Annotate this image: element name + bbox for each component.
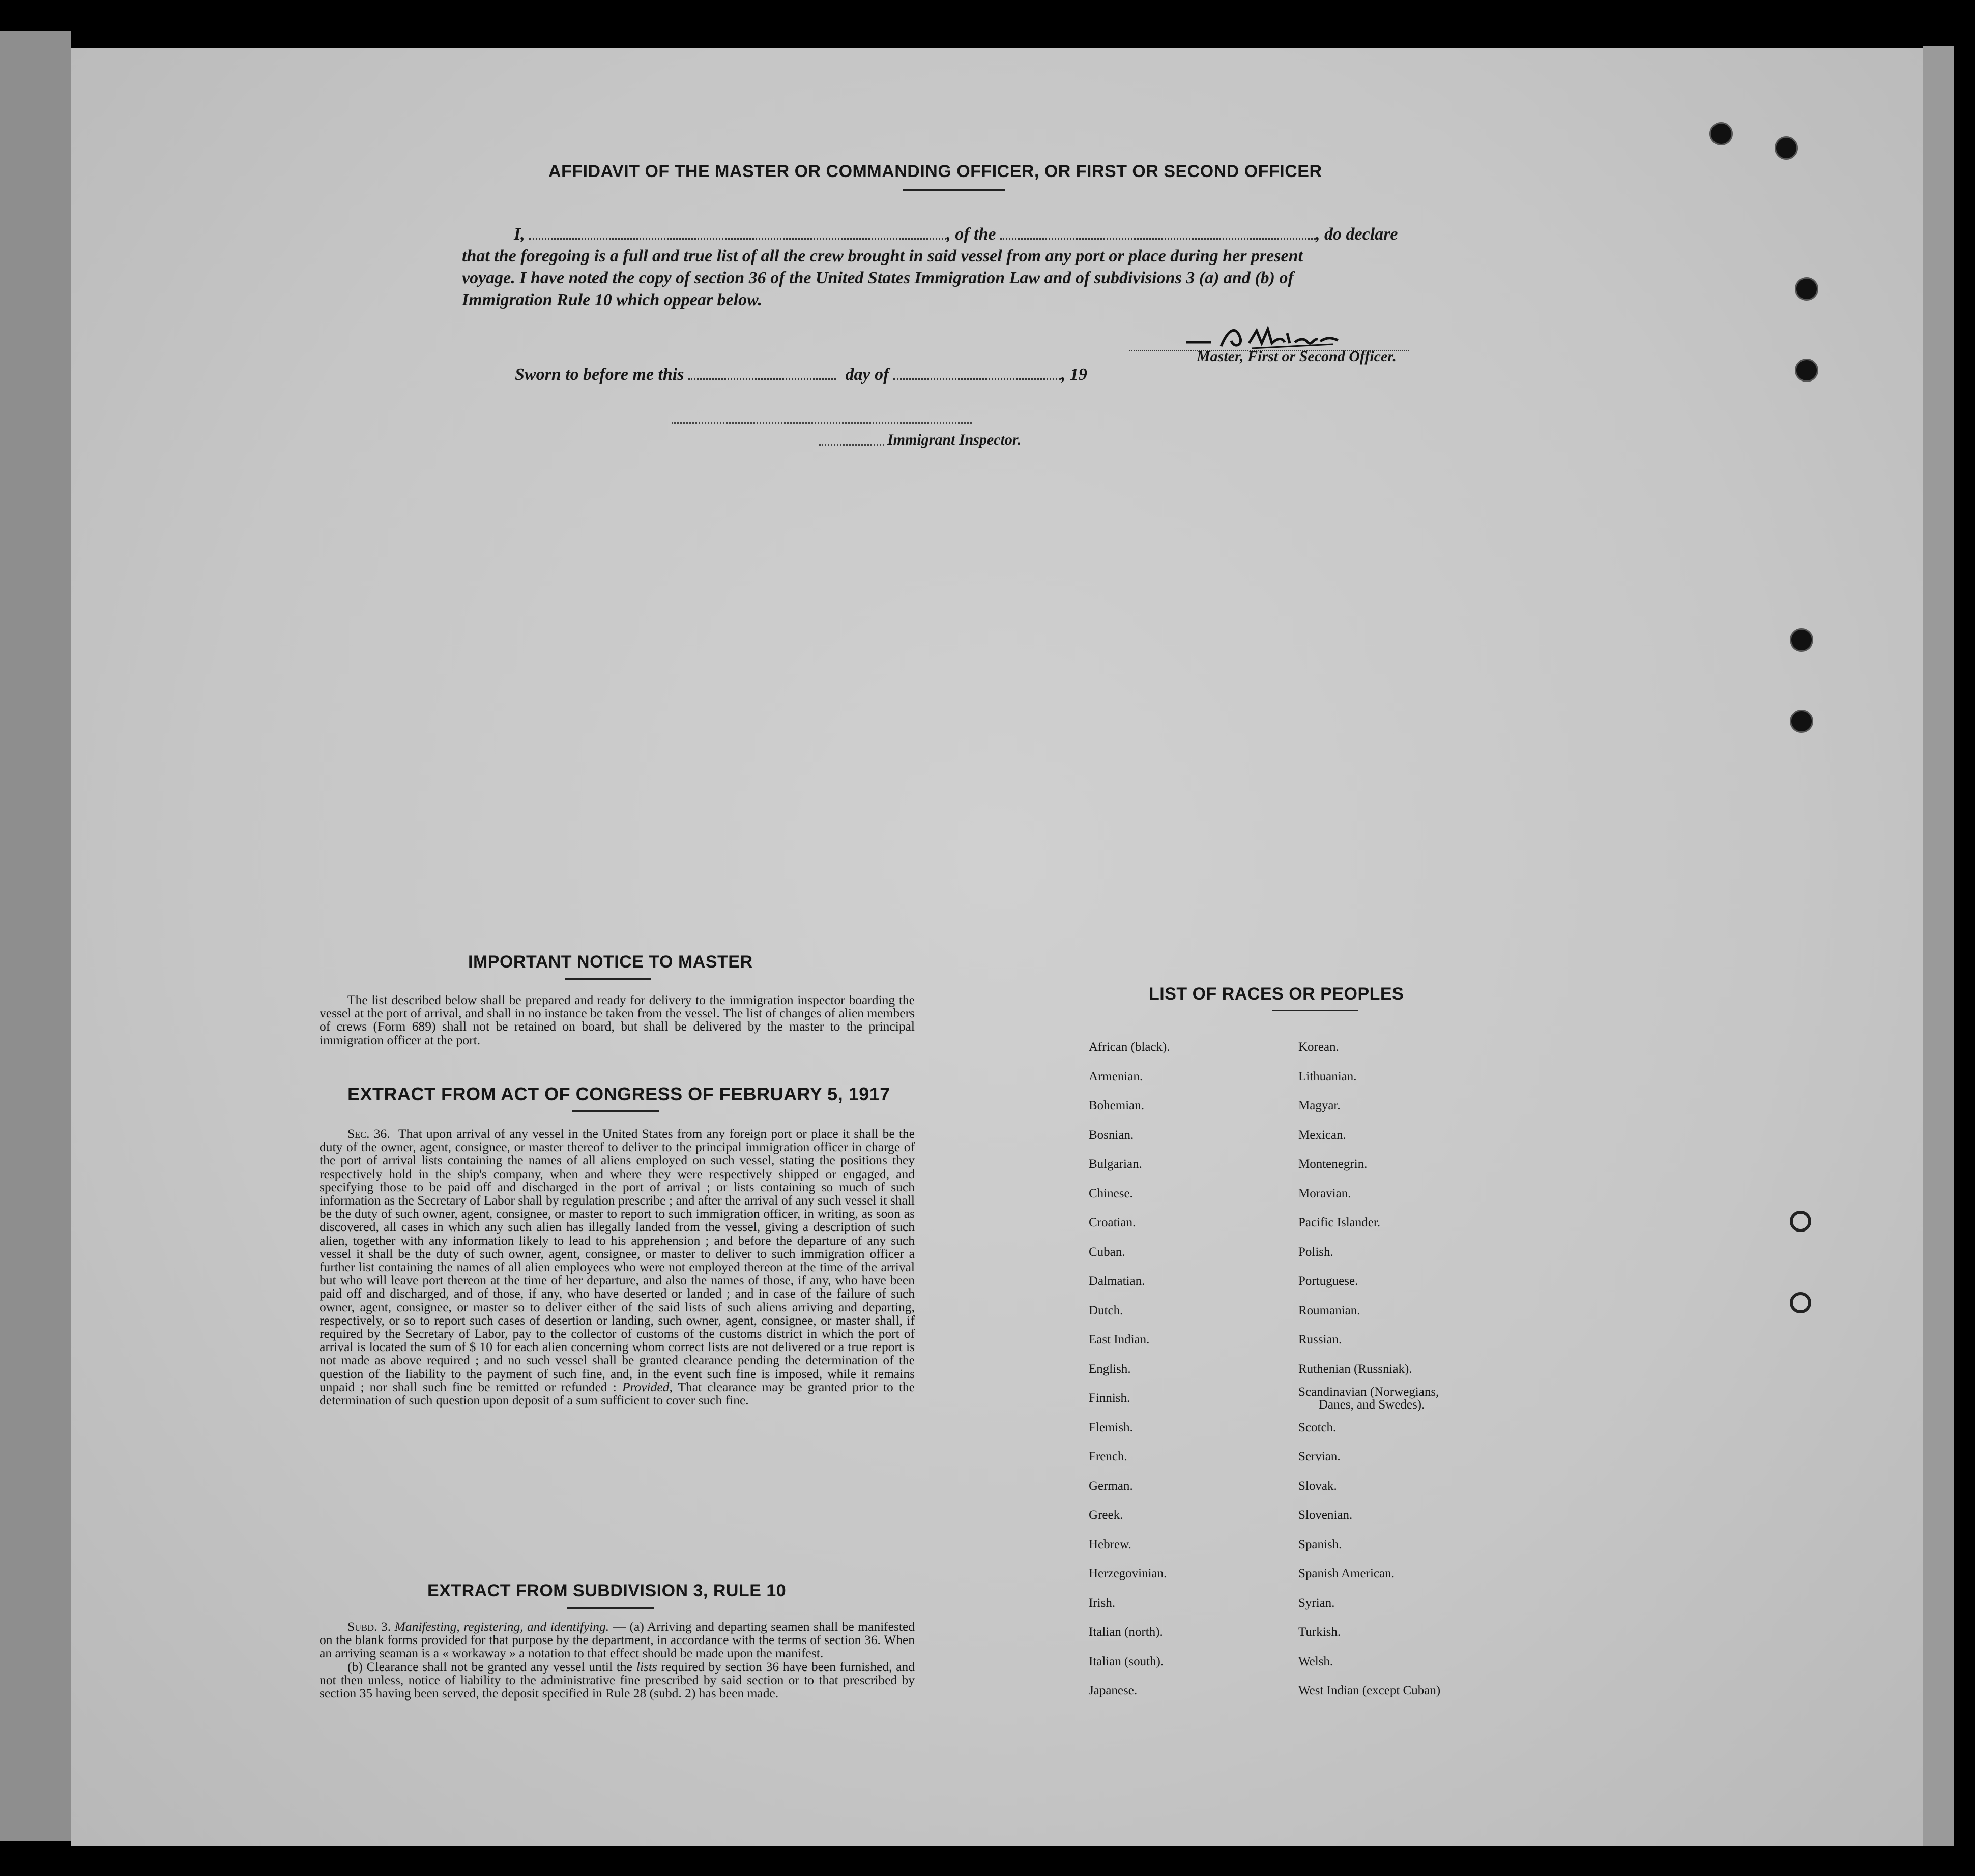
races-heading-rule	[1272, 1010, 1358, 1011]
race-item: Herzegovinian.	[1089, 1567, 1167, 1580]
race-item: Greek.	[1089, 1508, 1123, 1522]
rule-heading: EXTRACT FROM SUBDIVISION 3, RULE 10	[427, 1581, 787, 1600]
act-text	[320, 1127, 915, 1407]
race-item: Cuban.	[1089, 1245, 1125, 1259]
subd-b-lists: lists	[636, 1659, 657, 1674]
punch-hole-7	[1790, 1211, 1811, 1232]
sworn-day-of: day of	[845, 365, 889, 384]
race-item: Spanish American.	[1298, 1567, 1395, 1580]
rule-paragraph-a	[320, 1620, 915, 1660]
act-text-b: That clearance may be granted prior to the determination of such question upon deposit of a sum sufficient to cover such fine.	[320, 1379, 915, 1408]
race-item-scandinavian-line2: Danes, and Swedes).	[1319, 1398, 1425, 1412]
race-item: English.	[1089, 1362, 1131, 1376]
sworn-day-field[interactable]	[688, 378, 836, 380]
act-text-a: That upon arrival of any vessel in the United States from any foreign port or place it shall be the duty of the owner, agent, consignee, or master thereof to deliver to the principal immigration officer in charge of the port of arrival lists containing the names of all aliens employed on such vessel, stating the positions they respectively hold in the ship's company, when and where they were respectively shipped or engaged, and specifying those to be paid off and discharged in the port of arrival ; or lists containing so much of such information as the Secretary of Labor shall by regulation prescribe ; and after the arrival of any such vessel it shall be the duty of such owner, agent, consignee, or master to report to such immigration officer, in writing, as soon as discovered, all cases in which any such alien has illegally landed from the vessel, giving a description of such alien, together with any information likely to lead to his apprehension ; and before the departure of any such vessel it shall be the duty of such owner, agent, consignee, or master to deliver to such immigration officer a further list containing the names of all alien employees who were not employed thereon at the time of the arrival but who will leave port thereon at the time of her departure, and also the names of those, if any, who have been paid off and discharged, and of those, if any, who have deserted or landed ; and in case of the failure of such owner, agent, consignee, or master so to deliver either of the said lists of such aliens arriving and departing, respectively, or so to report such cases of desertion or landing, such owner, agent, consignee, or master shall, if required by the Secretary of Labor, pay to the collector of customs of the customs district in which the port of arrival is located the sum of $ 10 for each alien concerning whom correct lists are not delivered or a true report is not made as above required ; and no such vessel shall be granted clearance pending the determination of the question of the liability to the payment of such fine, and, in the event such fine is imposed, while it remains unpaid ; nor shall such fine be remitted or refunded :	[320, 1126, 915, 1394]
punch-hole-6	[1790, 710, 1813, 733]
affidavit-line1-of: , of the	[946, 225, 996, 244]
document-sheet	[71, 48, 1923, 1846]
race-item: Chinese.	[1089, 1186, 1133, 1200]
race-item: Syrian.	[1298, 1596, 1335, 1610]
race-item: Welsh.	[1298, 1654, 1333, 1668]
race-item: Flemish.	[1089, 1420, 1133, 1434]
race-item: Ruthenian (Russniak).	[1298, 1362, 1412, 1376]
affidavit-line1-declare: , do declare	[1316, 225, 1398, 244]
race-item: Italian (south).	[1089, 1654, 1164, 1668]
races-heading: LIST OF RACES OR PEOPLES	[1149, 984, 1404, 1004]
race-item: Montenegrin.	[1298, 1157, 1368, 1171]
race-item: Slovenian.	[1298, 1508, 1353, 1522]
race-item: Servian.	[1298, 1450, 1341, 1463]
race-item: German.	[1089, 1479, 1133, 1493]
vessel-name-field[interactable]	[1000, 238, 1316, 240]
sworn-year: , 19	[1061, 365, 1087, 384]
punch-hole-3	[1795, 277, 1818, 301]
act-heading-rule	[572, 1110, 659, 1112]
race-item: Mexican.	[1298, 1128, 1346, 1142]
race-item: Italian (north).	[1089, 1625, 1163, 1639]
rule-text	[320, 1620, 915, 1700]
race-item: Polish.	[1298, 1245, 1333, 1259]
subd-a-label: — (a)	[613, 1619, 644, 1634]
race-item: Portuguese.	[1298, 1274, 1358, 1288]
affidavit-heading-rule	[903, 189, 1005, 191]
races-left-column	[1089, 1033, 1170, 1706]
subd-b-text-1: Clearance shall not be granted any vessel until the	[366, 1659, 632, 1674]
race-item-scandinavian-line1: Scandinavian (Norwegians,	[1298, 1385, 1439, 1399]
race-item: Croatian.	[1089, 1216, 1136, 1229]
race-item: French.	[1089, 1450, 1127, 1463]
notice-text	[320, 993, 915, 1047]
race-item: Pacific Islander.	[1298, 1216, 1381, 1229]
notice-heading-rule	[565, 978, 651, 980]
race-item: Turkish.	[1298, 1625, 1341, 1639]
race-item: Bosnian.	[1089, 1128, 1134, 1142]
inspector-signature-line	[672, 422, 972, 424]
punch-hole-2	[1775, 136, 1798, 160]
affidavit-line-4: Immigration Rule 10 which oppear below.	[462, 290, 763, 309]
affidavit-line-1	[514, 225, 1398, 244]
race-item: Lithuanian.	[1298, 1069, 1357, 1083]
race-item: Magyar.	[1298, 1099, 1341, 1112]
race-item: Korean.	[1298, 1040, 1339, 1054]
race-item: Scotch.	[1298, 1420, 1337, 1434]
punch-hole-5	[1790, 628, 1813, 652]
race-item: Russian.	[1298, 1333, 1342, 1346]
notice-paragraph: The list described below shall be prepared and ready for delivery to the immigration inspector boarding the vessel at the port of arrival, and shall in no instance be taken from the vessel. The list of changes of alien members of crews (Form 689) shall not be retained on board, but shall be delivered by the master to the principal immigration officer at the port.	[320, 992, 915, 1047]
master-name-field[interactable]	[529, 238, 946, 240]
race-item: West Indian (except Cuban)	[1298, 1684, 1441, 1697]
race-item: Finnish.	[1089, 1391, 1130, 1405]
inspector-caption: Immigrant Inspector.	[887, 431, 1022, 448]
signature-caption: Master, First or Second Officer.	[1197, 348, 1397, 365]
inspector-dot-line	[819, 444, 884, 446]
rule-paragraph-b	[320, 1660, 915, 1701]
race-item-scandinavian	[1298, 1384, 1440, 1413]
race-item: Japanese.	[1089, 1684, 1138, 1697]
act-provided: Provided,	[622, 1379, 673, 1394]
race-item: Bulgarian.	[1089, 1157, 1142, 1171]
sworn-line	[515, 365, 1087, 385]
race-item: Roumanian.	[1298, 1303, 1360, 1317]
race-item: African (black).	[1089, 1040, 1170, 1054]
act-paragraph	[320, 1127, 915, 1407]
race-item: Slovak.	[1298, 1479, 1337, 1493]
notice-heading: IMPORTANT NOTICE TO MASTER	[468, 952, 753, 972]
subd-a-text: Arriving and departing seamen shall be manifested on the blank forms provided for that purpose by the department, in accordance with the terms of section 36. When an arriving seaman is a « workaway » a notation to that effect should be made upon the manifest.	[320, 1619, 915, 1661]
subd-title: Manifesting, registering, and identifying.	[394, 1619, 609, 1634]
punch-hole-1	[1709, 122, 1733, 145]
race-item: East Indian.	[1089, 1333, 1150, 1346]
subd-label: Subd. 3.	[347, 1619, 391, 1634]
act-heading: EXTRACT FROM ACT OF CONGRESS OF FEBRUARY 5, 1917	[347, 1083, 890, 1104]
subd-b-text-2: required by section 36 have been furnished, and not then unless, notice of liability to the administrative fine prescribed by said section or to that prescribed by section 35 having been served, the deposit specified in Rule 28 (subd. 2) has been made.	[320, 1659, 915, 1701]
right-page-edge	[1923, 46, 1954, 1846]
race-item: Bohemian.	[1089, 1099, 1145, 1112]
sworn-label: Sworn to before me this	[515, 365, 684, 384]
affidavit-line1-i: I,	[514, 225, 525, 244]
race-item: Moravian.	[1298, 1186, 1351, 1200]
affidavit-line-3: voyage. I have noted the copy of section 36 of the United States Immigration Law and of subdivisions 3 (a) and (b) of	[462, 269, 1294, 287]
rule-heading-rule	[567, 1607, 654, 1609]
sworn-month-field[interactable]	[893, 378, 1061, 380]
sec-36-label: Sec. 36.	[347, 1126, 390, 1141]
race-item: Spanish.	[1298, 1537, 1342, 1551]
race-item: Hebrew.	[1089, 1537, 1131, 1551]
punch-hole-4	[1795, 359, 1818, 382]
race-item: Armenian.	[1089, 1069, 1143, 1083]
race-item: Dutch.	[1089, 1303, 1123, 1317]
races-right-column	[1298, 1033, 1440, 1706]
subd-b-label: (b)	[347, 1659, 363, 1674]
affidavit-heading: AFFIDAVIT OF THE MASTER OR COMMANDING OFFICER, OR FIRST OR SECOND OFFICER	[548, 162, 1322, 181]
punch-hole-8	[1790, 1292, 1811, 1313]
race-item: Dalmatian.	[1089, 1274, 1145, 1288]
affidavit-line-2: that the foregoing is a full and true list of all the crew brought in said vessel from any port or place during her present	[462, 247, 1303, 266]
race-item: Irish.	[1089, 1596, 1116, 1610]
left-page-edge	[0, 31, 71, 1841]
